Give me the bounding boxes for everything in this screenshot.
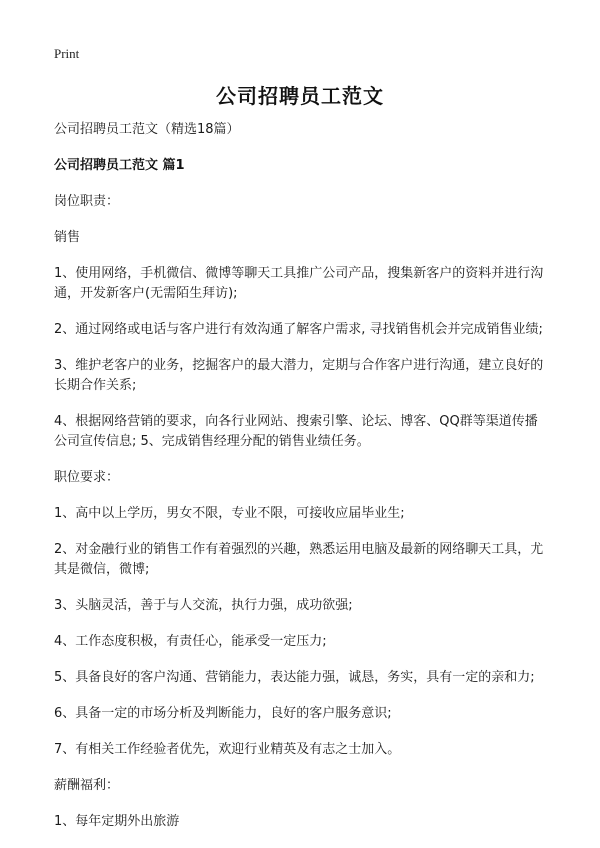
paragraph-duty-4: 4、根据网络营销的要求，向各行业网站、搜索引擎、论坛、博客、QQ群等渠道传播公司宣传信息; 5、完成销售经理分配的销售业绩任务。 — [54, 414, 538, 449]
intro-line: 公司招聘员工范文（精选18篇） — [54, 122, 240, 137]
paragraph-sales: 销售 — [54, 230, 81, 245]
paragraph-responsibilities-heading: 岗位职责： — [54, 194, 120, 209]
paragraph-requirements-heading: 职位要求： — [54, 470, 120, 485]
paragraph-requirement-2: 2、对金融行业的销售工作有着强烈的兴趣，熟悉运用电脑及最新的网络聊天工具，尤其是微信，微博; — [54, 542, 544, 577]
paragraph-duty-3: 3、维护老客户的业务，挖掘客户的最大潜力，定期与合作客户进行沟通，建立良好的长期合作关系; — [54, 358, 544, 393]
paragraph-requirement-6: 6、具备一定的市场分析及判断能力，良好的客户服务意识; — [54, 706, 392, 721]
paragraph-requirement-5: 5、具备良好的客户沟通、营销能力，表达能力强，诚恳，务实，具有一定的亲和力; — [54, 670, 535, 685]
print-label: Print — [54, 46, 80, 61]
paragraph-requirement-7: 7、有相关工作经验者优先，欢迎行业精英及有志之士加入。 — [54, 742, 401, 757]
document-body — [54, 120, 550, 848]
paragraph-requirement-3: 3、头脑灵活，善于与人交流，执行力强，成功欲强; — [54, 598, 353, 613]
paragraph-duty-2: 2、通过网络或电话与客户进行有效沟通了解客户需求, 寻找销售机会并完成销售业绩; — [54, 322, 543, 337]
paragraph-benefit-1: 1、每年定期外出旅游 — [54, 814, 180, 829]
paragraph-duty-1: 1、使用网络，手机微信、微博等聊天工具推广公司产品，搜集新客户的资料并进行沟通，开发新客户(无需陌生拜访); — [54, 266, 544, 301]
paragraph-benefits-heading: 薪酬福利： — [54, 778, 120, 793]
paragraph-requirement-1: 1、高中以上学历，男女不限，专业不限，可接收应届毕业生; — [54, 506, 405, 521]
document-title: 公司招聘员工范文 — [216, 84, 384, 108]
section-heading: 公司招聘员工范文 篇1 — [54, 158, 185, 173]
paragraph-requirement-4: 4、工作态度积极，有责任心，能承受一定压力; — [54, 634, 327, 649]
